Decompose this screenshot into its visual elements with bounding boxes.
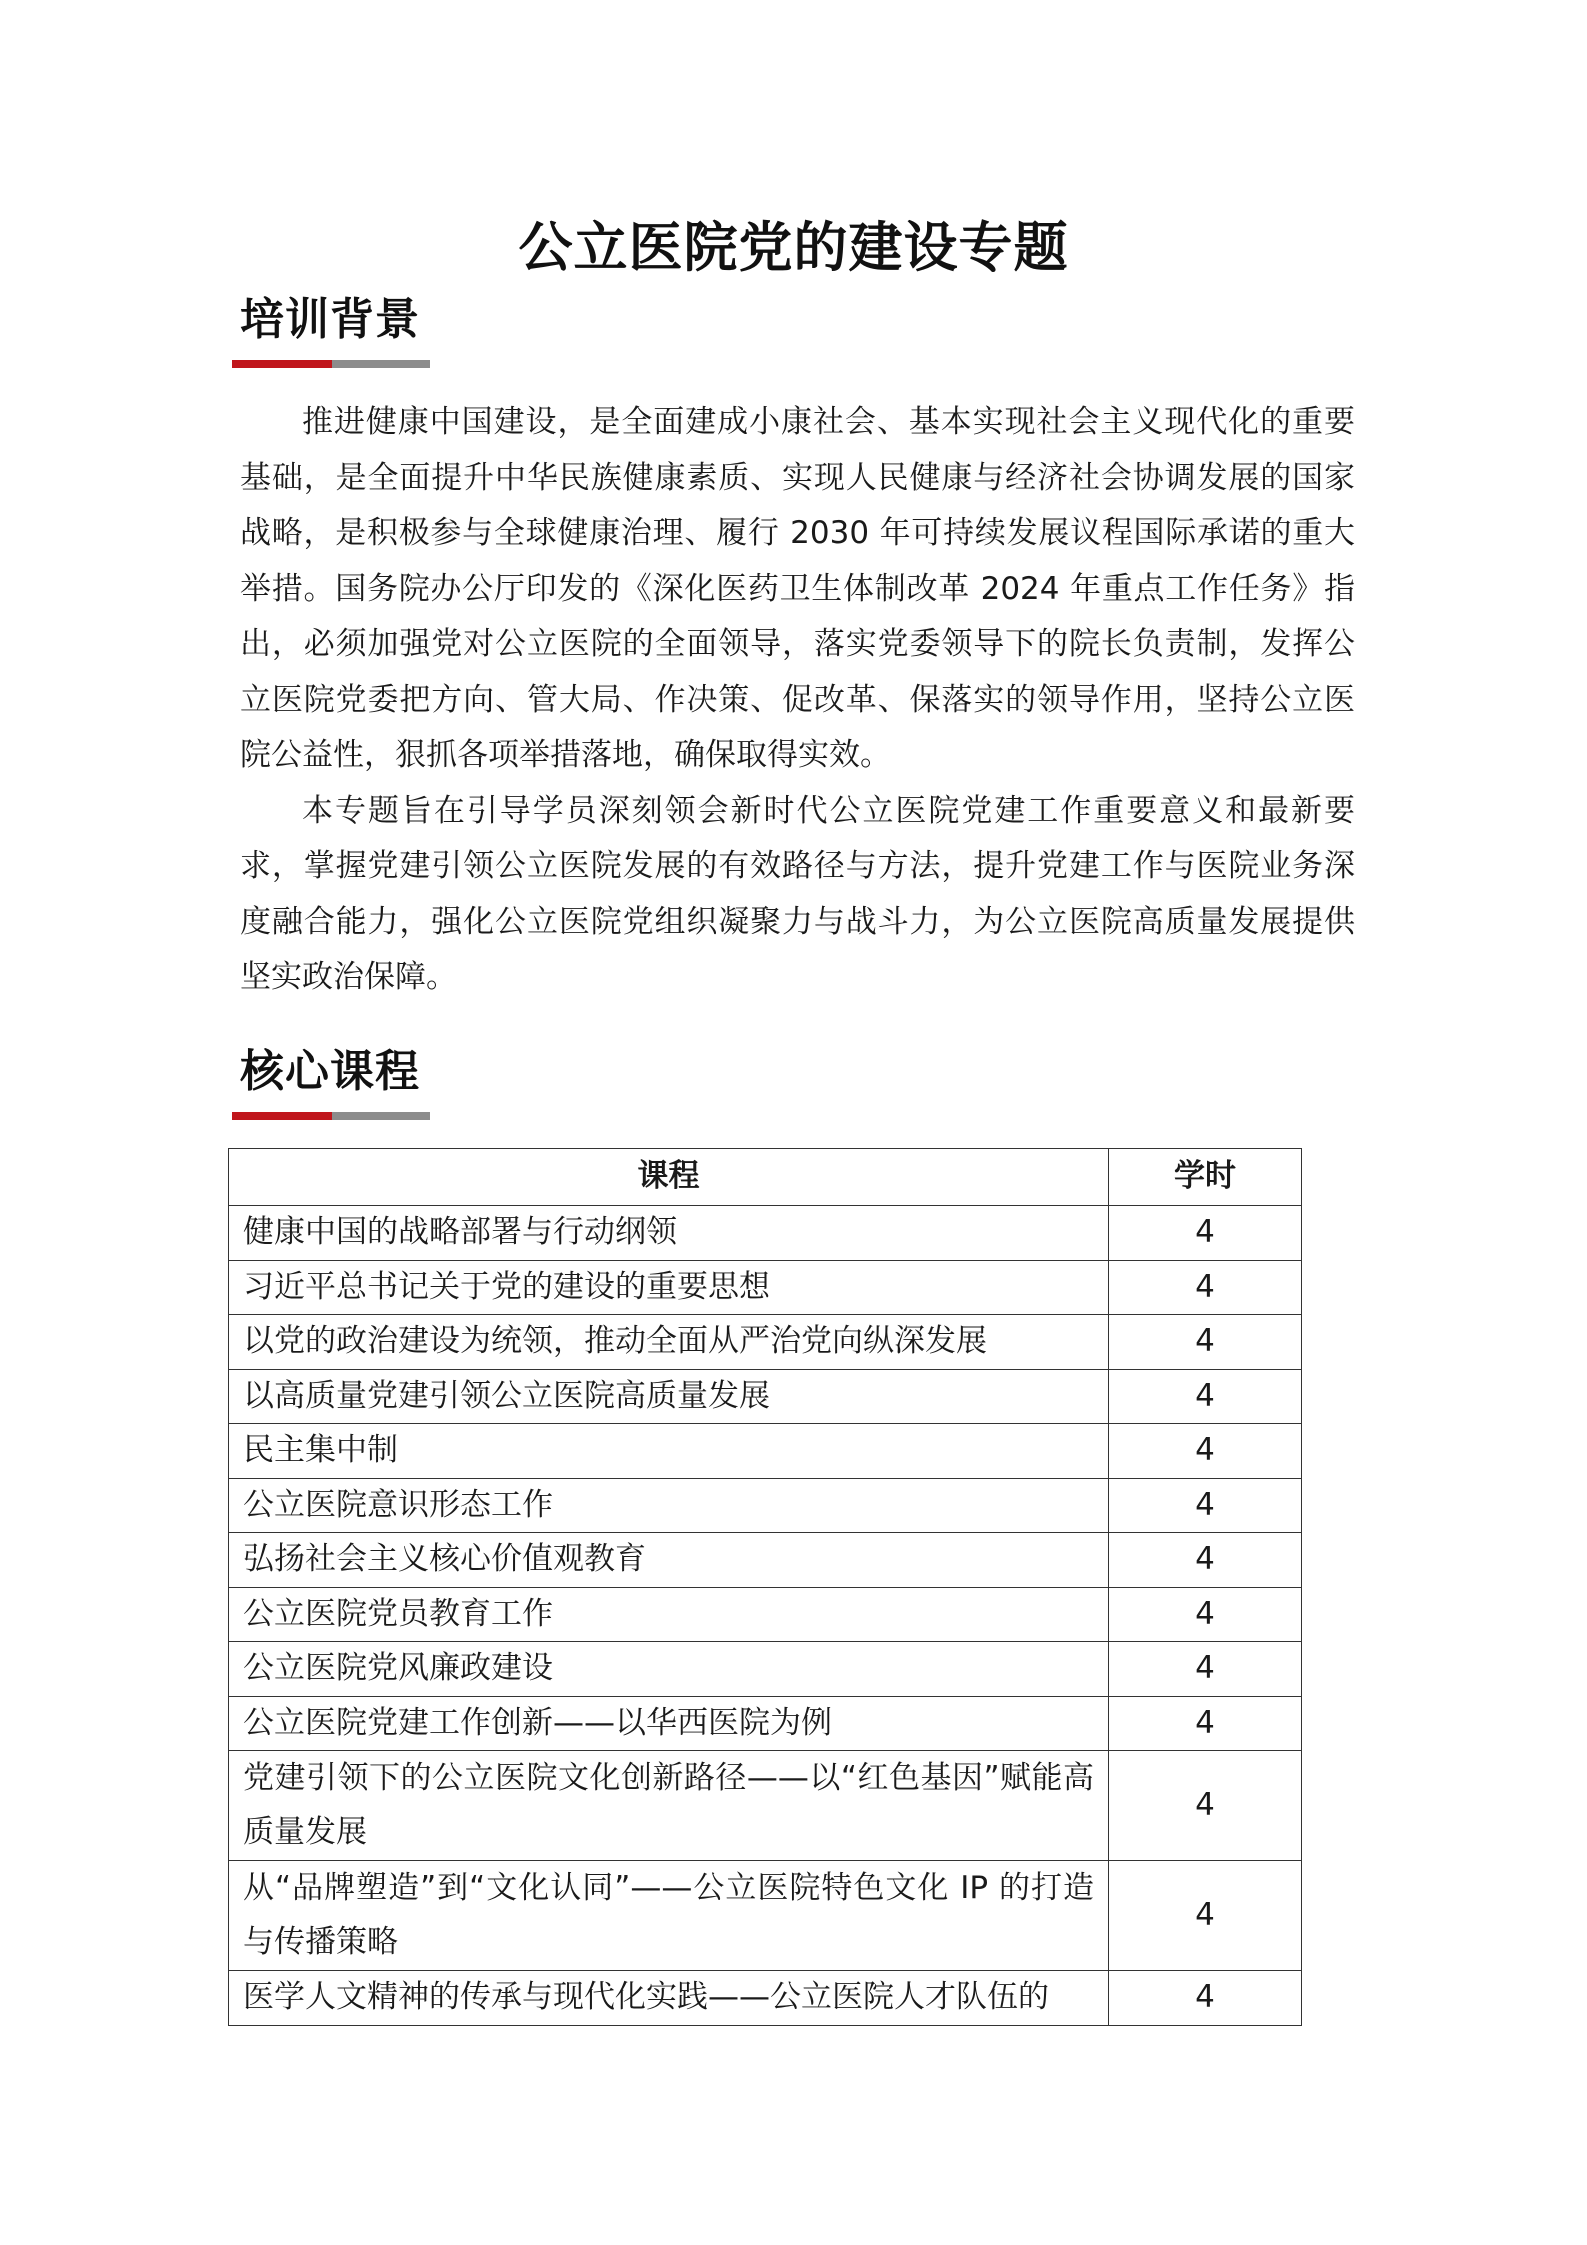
course-cell: 民主集中制	[229, 1424, 1109, 1479]
table-row	[229, 1861, 1302, 1971]
background-heading: 培训背景	[240, 294, 420, 345]
background-paragraph-2: 本专题旨在引导学员深刻领会新时代公立医院党建工作重要意义和最新要求，掌握党建引领公立医院发展的有效路径与方法，提升党建工作与医院业务深度融合能力，强化公立医院党组织凝聚力与战斗力，为公立医院高质量发展提供坚实政治保障。	[240, 792, 1355, 995]
course-cell: 弘扬社会主义核心价值观教育	[229, 1533, 1109, 1588]
course-cell: 公立医院党员教育工作	[229, 1587, 1109, 1642]
course-cell: 以党的政治建设为统领，推动全面从严治党向纵深发展	[229, 1315, 1109, 1370]
table-row	[229, 1315, 1302, 1370]
table-row	[229, 1696, 1302, 1751]
course-cell: 党建引领下的公立医院文化创新路径——以“红色基因”赋能高质量发展	[229, 1751, 1109, 1861]
heading-underline	[240, 1112, 430, 1120]
heading-underline	[240, 360, 430, 368]
background-body	[240, 395, 1355, 1006]
hours-cell: 4	[1109, 1642, 1302, 1697]
table-row	[229, 1587, 1302, 1642]
course-cell: 医学人文精神的传承与现代化实践——公立医院人才队伍的	[229, 1971, 1109, 2026]
page-title: 公立医院党的建设专题	[518, 216, 1069, 279]
underline-red-bar	[232, 1112, 332, 1120]
table-row	[229, 1206, 1302, 1261]
underline-gray-bar	[332, 360, 430, 368]
hours-cell: 4	[1109, 1861, 1302, 1971]
course-cell: 公立医院党风廉政建设	[229, 1642, 1109, 1697]
core-section	[240, 1042, 430, 1120]
hours-cell: 4	[1109, 1971, 1302, 2026]
underline-gray-bar	[332, 1112, 430, 1120]
course-cell: 习近平总书记关于党的建设的重要思想	[229, 1260, 1109, 1315]
course-cell: 以高质量党建引领公立医院高质量发展	[229, 1369, 1109, 1424]
table-row	[229, 1971, 1302, 2026]
hours-column-header: 学时	[1109, 1149, 1302, 1206]
table-row	[229, 1478, 1302, 1533]
hours-cell: 4	[1109, 1587, 1302, 1642]
hours-cell: 4	[1109, 1206, 1302, 1261]
courses-table	[228, 1148, 1302, 2026]
hours-cell: 4	[1109, 1315, 1302, 1370]
background-section	[240, 290, 430, 368]
background-paragraph-1: 推进健康中国建设，是全面建成小康社会、基本实现社会主义现代化的重要基础，是全面提升中华民族健康素质、实现人民健康与经济社会协调发展的国家战略，是积极参与全球健康治理、履行 2030 年可持续发展议程国际承诺的重大举措。国务院办公厅印发的《深化医药卫生体制改革 2024 年重点工作任务》指出，必须加强党对公立医院的全面领导，落实党委领导下的院长负责制，发挥公立医院党委把方向、管大局、作决策、促改革、保落实的领导作用，坚持公立医院公益性，狠抓各项举措落地，确保取得实效。	[240, 404, 1355, 773]
table-row	[229, 1533, 1302, 1588]
hours-cell: 4	[1109, 1533, 1302, 1588]
hours-cell: 4	[1109, 1751, 1302, 1861]
core-heading: 核心课程	[240, 1046, 420, 1097]
underline-red-bar	[232, 360, 332, 368]
hours-cell: 4	[1109, 1424, 1302, 1479]
course-cell: 公立医院党建工作创新——以华西医院为例	[229, 1696, 1109, 1751]
hours-cell: 4	[1109, 1369, 1302, 1424]
hours-cell: 4	[1109, 1260, 1302, 1315]
table-row	[229, 1642, 1302, 1697]
table-row	[229, 1260, 1302, 1315]
table-header-row	[229, 1149, 1302, 1206]
course-cell: 健康中国的战略部署与行动纲领	[229, 1206, 1109, 1261]
table-row	[229, 1751, 1302, 1861]
course-cell: 从“品牌塑造”到“文化认同”——公立医院特色文化 IP 的打造与传播策略	[229, 1861, 1109, 1971]
table-row	[229, 1424, 1302, 1479]
hours-cell: 4	[1109, 1696, 1302, 1751]
course-cell: 公立医院意识形态工作	[229, 1478, 1109, 1533]
hours-cell: 4	[1109, 1478, 1302, 1533]
table-row	[229, 1369, 1302, 1424]
course-column-header: 课程	[229, 1149, 1109, 1206]
